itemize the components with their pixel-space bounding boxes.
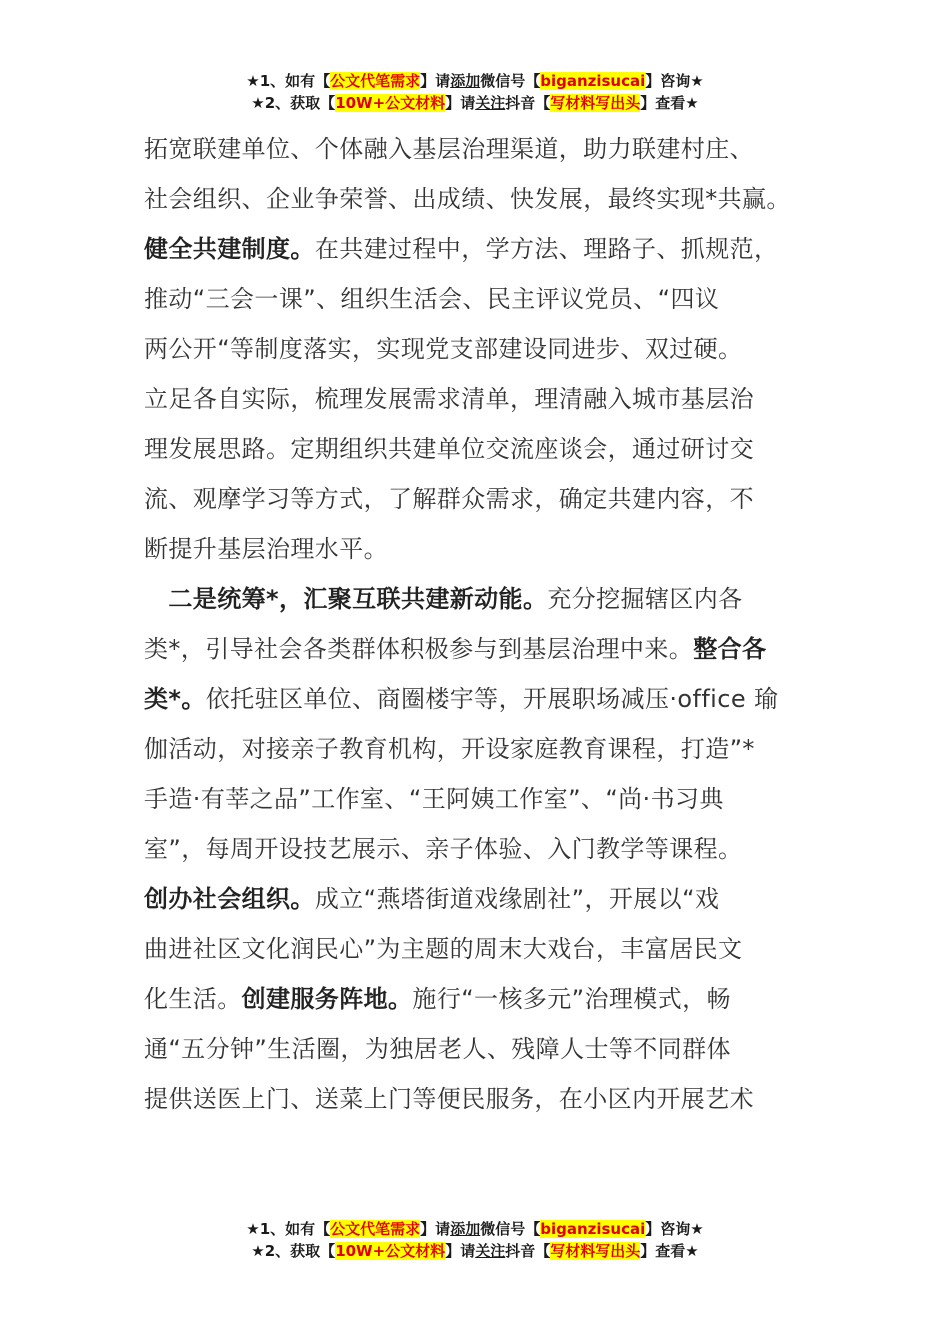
text-line: 创办社会组织。成立“燕塔街道戏缘剧社”，开展以“戏 xyxy=(144,885,720,913)
banner-line-1: ★1、如有【公文代笔需求】请添加微信号【biganzisucai】咨询★ xyxy=(246,1220,704,1238)
top-banner xyxy=(0,70,950,114)
text-line: 通“五分钟”生活圈，为独居老人、残障人士等不同群体 xyxy=(144,1035,731,1063)
text-line: 两公开“等制度落实，实现党支部建设同进步、双过硬。 xyxy=(144,335,743,363)
text-line: 流、观摩学习等方式，了解群众需求，确定共建内容，不 xyxy=(144,485,754,513)
text-line: 理发展思路。定期组织共建单位交流座谈会，通过研讨交 xyxy=(144,435,754,463)
text-line: 类*。依托驻区单位、商圈楼宇等，开展职场减压·office 瑜 xyxy=(144,685,779,713)
highlight-materials: 10W+公文材料 xyxy=(335,1242,446,1260)
bold-heading: 二是统筹*，汇聚互联共建新动能。 xyxy=(168,585,548,613)
text-line: 类*，引导社会各类群体积极参与到基层治理中来。整合各 xyxy=(144,635,767,663)
highlight-wechat-id: biganzisucai xyxy=(540,72,646,90)
highlight-douyin-account: 写材料写出头 xyxy=(550,1242,641,1260)
bold-heading: 健全共建制度。 xyxy=(144,235,315,263)
banner-line-2: ★2、获取【10W+公文材料】请关注抖音【写材料写出头】查看★ xyxy=(251,1242,699,1260)
text-line: 拓宽联建单位、个体融入基层治理渠道，助力联建村庄、 xyxy=(144,135,754,163)
text-line: 二是统筹*，汇聚互联共建新动能。充分挖掘辖区内各 xyxy=(168,585,743,613)
bottom-banner xyxy=(0,1218,950,1262)
text-line: 曲进社区文化润民心”为主题的周末大戏台，丰富居民文 xyxy=(144,935,743,963)
bold-heading: 创建服务阵地。 xyxy=(241,985,413,1013)
text-line: 室”，每周开设技艺展示、亲子体验、入门教学等课程。 xyxy=(144,835,743,863)
highlight-materials: 10W+公文材料 xyxy=(335,94,446,112)
bold-heading: 整合各 xyxy=(693,635,767,663)
text-line: 社会组织、企业争荣誉、出成绩、快发展，最终实现*共赢。 xyxy=(144,185,791,213)
document-body xyxy=(144,124,834,1124)
text-line: 提供送医上门、送菜上门等便民服务，在小区内开展艺术 xyxy=(144,1085,754,1113)
bold-heading: 创办社会组织。 xyxy=(144,885,315,913)
text-line: 健全共建制度。在共建过程中，学方法、理路子、抓规范， xyxy=(144,235,779,263)
text-line: 手造·有莘之品”工作室、“王阿姨工作室”、“尚·书习典 xyxy=(144,785,724,813)
banner-line-2: ★2、获取【10W+公文材料】请关注抖音【写材料写出头】查看★ xyxy=(251,94,699,112)
highlight-writing-service: 公文代笔需求 xyxy=(330,1220,421,1238)
highlight-douyin-account: 写材料写出头 xyxy=(550,94,641,112)
text-line: 推动“三会一课”、组织生活会、民主评议党员、“四议 xyxy=(144,285,720,313)
text-line: 伽活动，对接亲子教育机构，开设家庭教育课程，打造”* xyxy=(144,735,755,763)
text-line: 断提升基层治理水平。 xyxy=(144,535,388,563)
banner-line-1: ★1、如有【公文代笔需求】请添加微信号【biganzisucai】咨询★ xyxy=(246,72,704,90)
text-line: 化生活。创建服务阵地。施行“一核多元”治理模式，畅 xyxy=(144,985,731,1013)
highlight-writing-service: 公文代笔需求 xyxy=(330,72,421,90)
text-line: 立足各自实际，梳理发展需求清单，理清融入城市基层治 xyxy=(144,385,754,413)
highlight-wechat-id: biganzisucai xyxy=(540,1220,646,1238)
bold-heading: 类*。 xyxy=(144,685,206,713)
